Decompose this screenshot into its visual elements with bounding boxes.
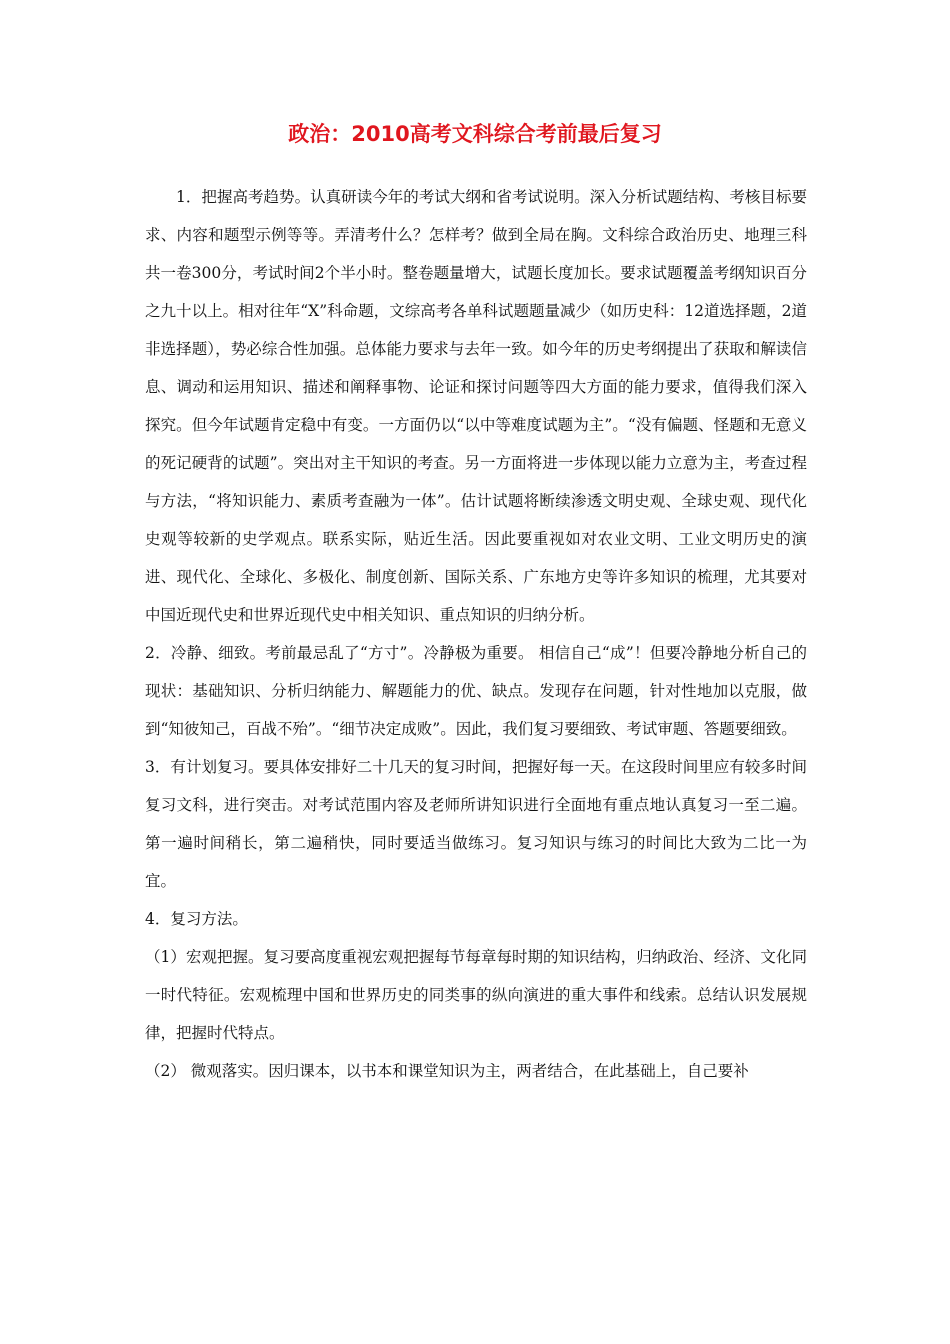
paragraph-5: （1）宏观把握。复习要高度重视宏观把握每节每章每时期的知识结构，归纳政治、经济、文化同一时代特征。宏观梳理中国和世界历史的同类事的纵向演进的重大事件和线索。总结认识发展规律，把握时代特点。 — [145, 948, 807, 1042]
paragraph-4: 4．复习方法。 — [145, 910, 248, 928]
paragraph-1: 1．把握高考趋势。认真研读今年的考试大纲和省考试说明。深入分析试题结构、考核目标要求、内容和题型示例等等。弄清考什么？怎样考？做到全局在胸。文科综合政治历史、地理三科共一卷300分，考试时间2个半小时。整卷题量增大，试题长度加长。要求试题覆盖考纲知识百分之九十以上。相对往年“X”科命题，文综高考各单科试题题量减少（如历史科：12道选择题，2道非选择题），势必综合性加强。总体能力要求与去年一致。如今年的历史考纲提出了获取和解读信息、调动和运用知识、描述和阐释事物、论证和探讨问题等四大方面的能力要求，值得我们深入探究。但今年试题肯定稳中有变。一方面仍以“以中等难度试题为主”。“没有偏题、怪题和无意义的死记硬背的试题”。突出对主干知识的考查。另一方面将进一步体现以能力立意为主，考查过程与方法，“将知识能力、素质考查融为一体”。估计试题将断续渗透文明史观、全球史观、现代化史观等较新的史学观点。联系实际，贴近生活。因此要重视如对农业文明、工业文明历史的演进、现代化、全球化、多极化、制度创新、国际关系、广东地方史等许多知识的梳理，尤其要对中国近现代史和世界近现代史中相关知识、重点知识的归纳分析。 — [145, 188, 807, 624]
paragraph-2: 2．冷静、细致。考前最忌乱了“方寸”。冷静极为重要。 相信自己“成”！但要冷静地分析自己的现状：基础知识、分析归纳能力、解题能力的优、缺点。发现存在问题，针对性地加以克服，做到“知彼知己，百战不殆”。“细节决定成败”。因此，我们复习要细致、考试审题、答题要细致。 — [145, 644, 807, 738]
page-title: 政治：2010高考文科综合考前最后复习 — [288, 122, 662, 146]
document-body — [145, 178, 807, 1090]
paragraph-6: （2） 微观落实。因归课本，以书本和课堂知识为主，两者结合，在此基础上，自己要补 — [145, 1062, 749, 1080]
paragraph-3: 3．有计划复习。要具体安排好二十几天的复习时间，把握好每一天。在这段时间里应有较多时间复习文科，进行突击。对考试范围内容及老师所讲知识进行全面地有重点地认真复习一至二遍。第一遍时间稍长，第二遍稍快，同时要适当做练习。复习知识与练习的时间比大致为二比一为宜。 — [145, 758, 807, 890]
